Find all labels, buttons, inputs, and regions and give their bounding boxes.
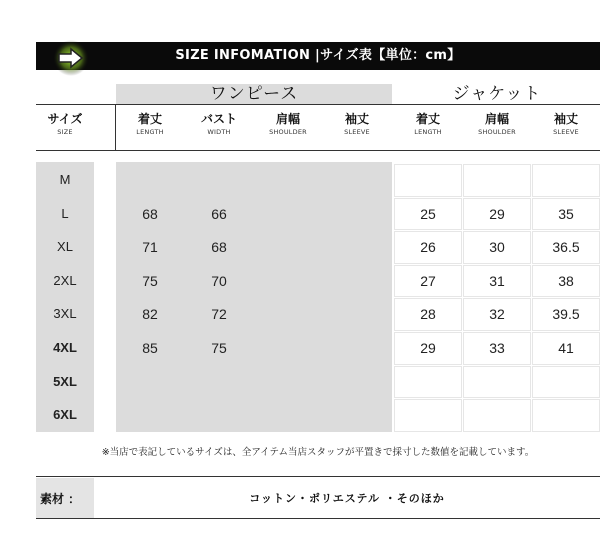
jacket-cell: 32 <box>489 306 505 323</box>
jacket-cell: 39.5 <box>552 306 580 323</box>
onepiece-shoulder-header <box>254 112 322 138</box>
onepiece-cell: 66 <box>211 205 227 222</box>
jacket-section-heading: ジャケット <box>452 84 542 104</box>
header-en: SHOULDER <box>478 128 516 136</box>
jacket-cell-box <box>463 399 531 432</box>
jacket-cell-box <box>394 366 462 399</box>
material-bottom-rule <box>36 518 600 519</box>
measurement-note: ※当店で表記しているサイズは、全アイテム当店スタッフが平置きで採寸した数値を記載しています。 <box>101 447 535 458</box>
material-value: コットン・ポリエステル ・そのほか <box>249 492 445 505</box>
jacket-cell: 29 <box>489 205 505 222</box>
header-ja: 肩幅 <box>484 112 509 126</box>
jacket-cell: 31 <box>489 272 505 289</box>
header-ja: 着丈 <box>137 112 162 126</box>
jacket-cell: 27 <box>420 272 436 289</box>
header-ja: バスト <box>200 112 237 126</box>
header-ja: 着丈 <box>415 112 440 126</box>
jacket-cell: 38 <box>558 272 574 289</box>
onepiece-cell: 72 <box>211 306 227 323</box>
jacket-cell: 28 <box>420 306 436 323</box>
size-label: 5XL <box>53 373 77 389</box>
jacket-cell-box <box>532 366 600 399</box>
jacket-shoulder-header <box>463 112 531 138</box>
header-ja: 袖丈 <box>553 112 578 126</box>
table-header-rule <box>36 150 600 151</box>
size-header-en: SIZE <box>57 128 73 136</box>
onepiece-cell: 75 <box>142 272 158 289</box>
jacket-sleeve-header <box>532 112 600 138</box>
onepiece-cell: 82 <box>142 306 158 323</box>
header-en: LENGTH <box>136 128 164 136</box>
onepiece-cell: 71 <box>142 239 158 256</box>
header-en: SLEEVE <box>553 128 579 136</box>
header-en: WIDTH <box>207 128 231 136</box>
onepiece-sleeve-header <box>323 112 391 138</box>
page-title: SIZE INFOMATION |サイズ表【単位：cm】 <box>175 48 461 63</box>
onepiece-cell: 70 <box>211 272 227 289</box>
jacket-cell-box <box>532 399 600 432</box>
size-label: L <box>61 205 69 221</box>
header-ja: 袖丈 <box>344 112 369 126</box>
size-header-ja: サイズ <box>47 112 83 126</box>
size-label: M <box>59 172 71 187</box>
onepiece-cell: 85 <box>142 340 158 356</box>
jacket-cell: 33 <box>489 340 505 356</box>
material-label: 素材 ： <box>40 492 81 506</box>
size-label: 2XL <box>53 272 77 288</box>
jacket-cell-box <box>532 164 600 197</box>
header-en: SHOULDER <box>269 128 307 136</box>
onepiece-cell: 68 <box>142 205 158 222</box>
jacket-cell: 35 <box>558 205 574 222</box>
jacket-cell: 26 <box>420 239 436 256</box>
jacket-cell: 25 <box>420 205 436 222</box>
size-label: 4XL <box>53 340 77 355</box>
jacket-cell-box <box>394 164 462 197</box>
size-label: 3XL <box>53 306 77 322</box>
header-en: LENGTH <box>414 128 442 136</box>
onepiece-cell: 75 <box>211 340 227 356</box>
jacket-cell-box <box>394 399 462 432</box>
onepiece-length-header <box>116 112 184 138</box>
jacket-cell: 29 <box>420 340 436 356</box>
size-label: XL <box>57 239 73 255</box>
onepiece-section-heading: ワンピース <box>116 84 392 104</box>
jacket-length-header <box>394 112 462 138</box>
size-label: 6XL <box>53 407 77 423</box>
arrow-right-icon <box>52 40 90 76</box>
header-ja: 肩幅 <box>275 112 300 126</box>
jacket-cell-box <box>463 164 531 197</box>
onepiece-body-background <box>116 162 392 432</box>
material-top-rule <box>36 476 600 477</box>
table-top-rule <box>36 104 600 105</box>
jacket-cell: 41 <box>558 340 574 356</box>
jacket-cell-box <box>463 366 531 399</box>
size-info-header <box>36 42 600 70</box>
size-column-header <box>36 112 94 138</box>
size-column-background <box>36 162 94 432</box>
jacket-cell: 36.5 <box>552 239 580 256</box>
onepiece-cell: 68 <box>211 239 227 256</box>
header-en: SLEEVE <box>344 128 370 136</box>
jacket-cell: 30 <box>489 239 505 256</box>
onepiece-width-header <box>185 112 253 138</box>
